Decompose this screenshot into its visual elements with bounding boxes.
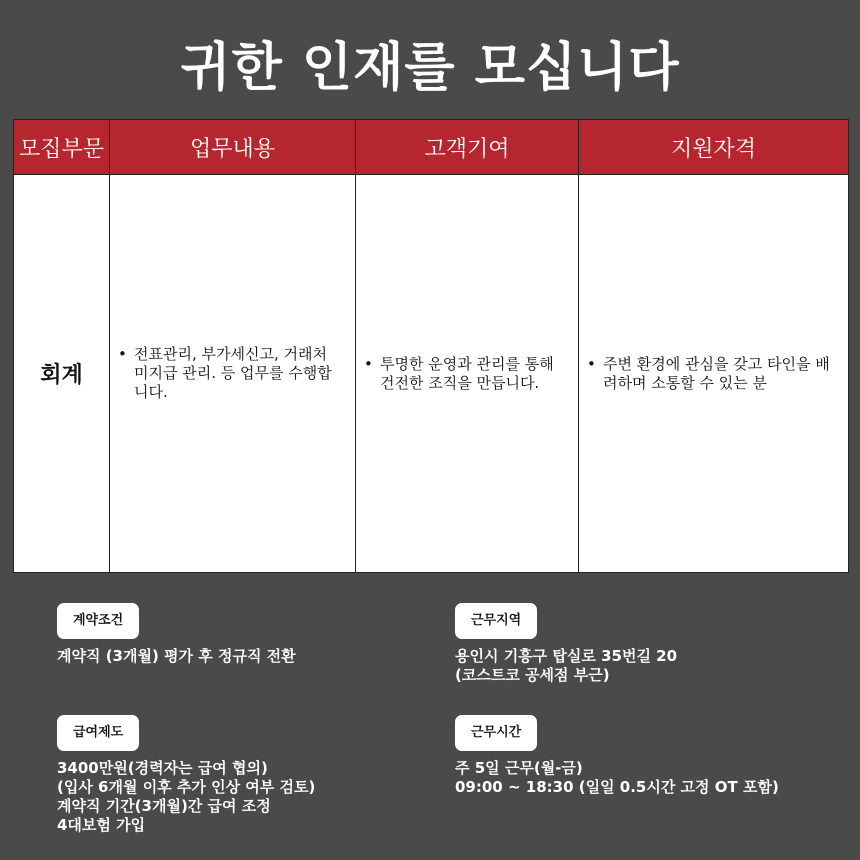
salary-line: 4대보험 가입 bbox=[57, 816, 146, 834]
salary-line: 계약직 기간(3개월)간 급여 조정 bbox=[57, 797, 271, 815]
hours-line: 09:00 ~ 18:30 (일일 0.5시간 고정 OT 포함) bbox=[455, 778, 779, 796]
table-header-row bbox=[14, 120, 849, 175]
contribution-cell bbox=[356, 175, 579, 573]
header-contribution: 고객기여 bbox=[356, 120, 579, 175]
qualification-text: • 주변 환경에 관심을 갖고 타인을 배려하며 소통할 수 있는 분 bbox=[587, 355, 836, 393]
location-line: 용인시 기흥구 탑실로 35번길 20 bbox=[455, 647, 678, 665]
location-line: (코스트코 공세점 부근) bbox=[455, 666, 610, 684]
qualification-cell bbox=[579, 175, 849, 573]
salary-line: 3400만원(경력자는 급여 협의) bbox=[57, 759, 268, 777]
recruitment-headline: 귀한 인재를 모십니다 bbox=[180, 38, 680, 98]
job-table bbox=[13, 119, 849, 573]
department-cell: 회계 bbox=[14, 175, 110, 573]
header-qualification: 지원자격 bbox=[579, 120, 849, 175]
contract-line: 계약직 (3개월) 평가 후 정규직 전환 bbox=[57, 647, 296, 665]
location-section bbox=[455, 603, 677, 685]
location-label: 근무지역 bbox=[455, 603, 537, 639]
salary-label: 급여제도 bbox=[57, 715, 139, 751]
hours-line: 주 5일 근무(월-금) bbox=[455, 759, 583, 777]
header-duties: 업무내용 bbox=[110, 120, 356, 175]
contract-label: 계약조건 bbox=[57, 603, 139, 639]
hours-section bbox=[455, 715, 779, 797]
contract-section bbox=[57, 603, 296, 666]
salary-line: (입사 6개월 이후 추가 인상 여부 검토) bbox=[57, 778, 316, 796]
salary-section bbox=[57, 715, 315, 835]
duties-text: • 전표관리, 부가세신고, 거래처 미지급 관리. 등 업무를 수행합니다. bbox=[118, 345, 343, 402]
table-row bbox=[14, 175, 849, 573]
header-department: 모집부문 bbox=[14, 120, 110, 175]
hours-label: 근무시간 bbox=[455, 715, 537, 751]
duties-cell bbox=[110, 175, 356, 573]
contribution-text: • 투명한 운영과 관리를 통해 건전한 조직을 만듭니다. bbox=[364, 355, 566, 393]
